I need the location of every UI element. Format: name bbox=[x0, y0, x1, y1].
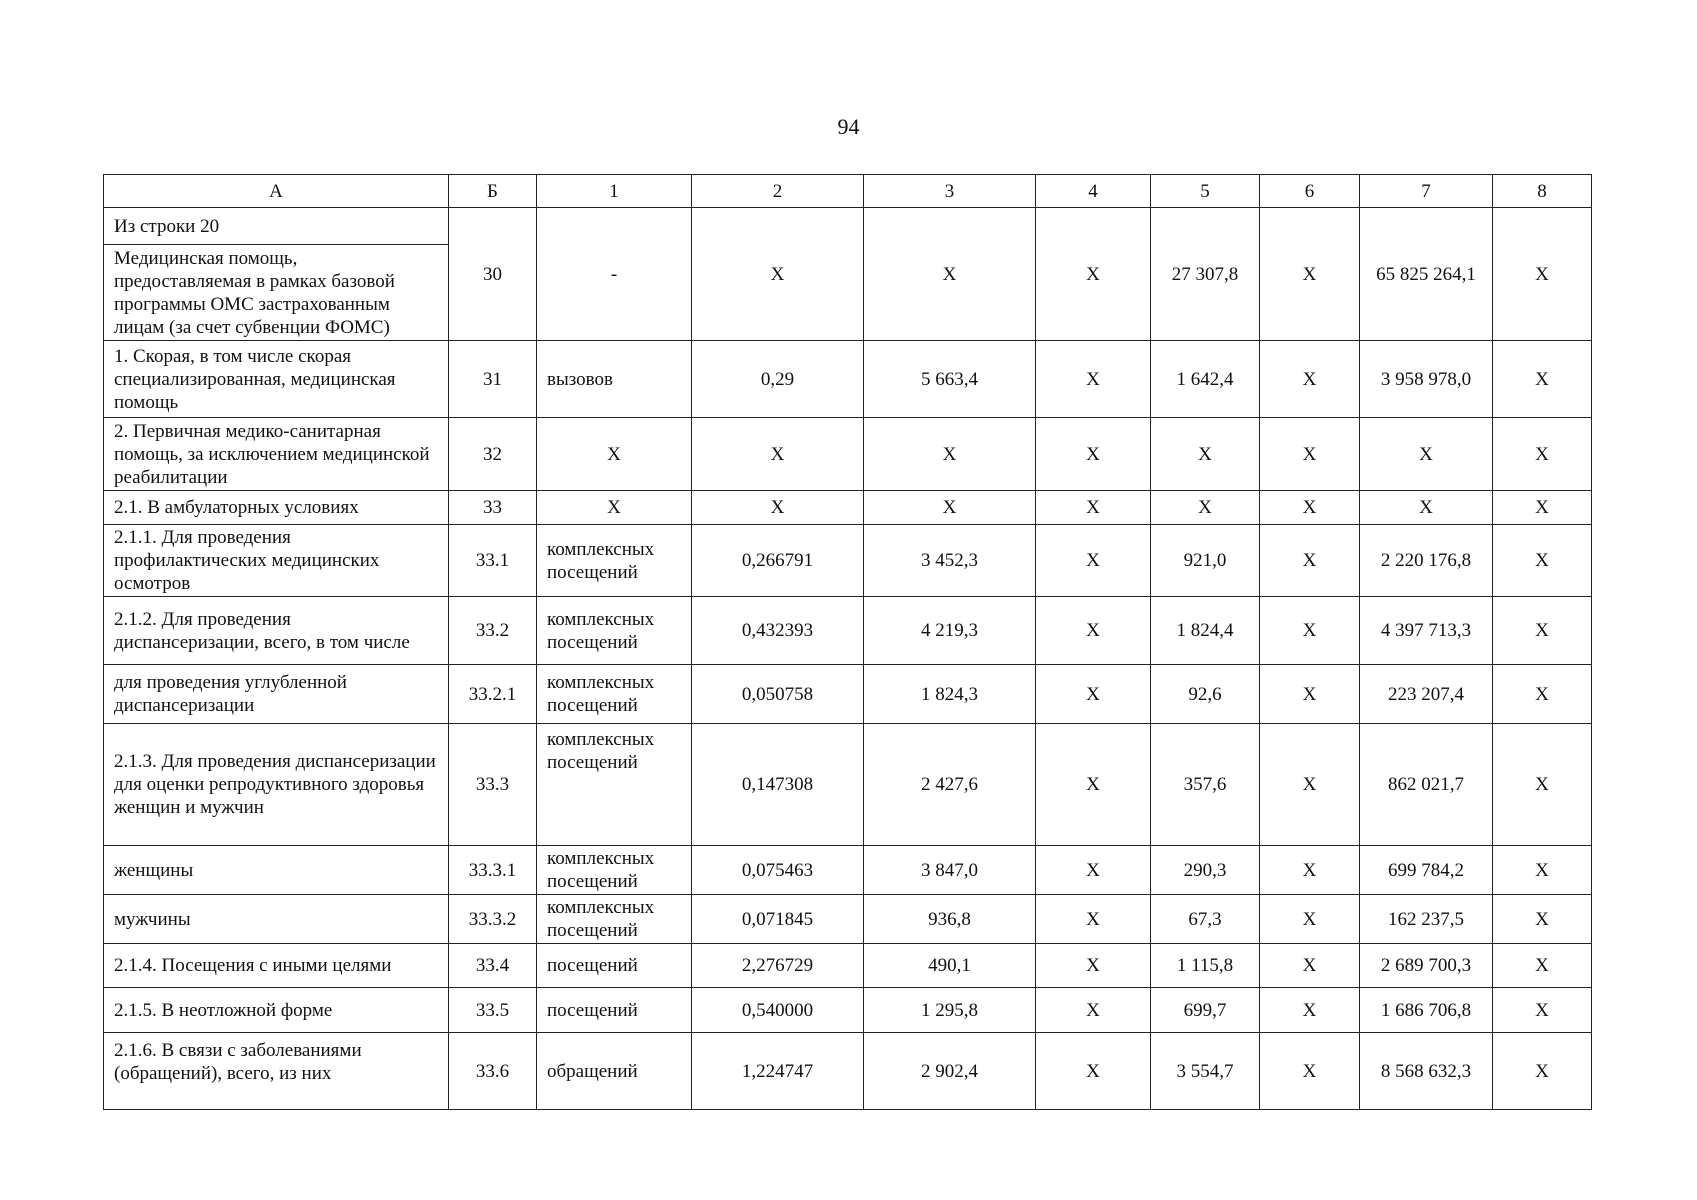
row-col-7: Х bbox=[1360, 418, 1493, 491]
row-col-7: 3 958 978,0 bbox=[1360, 341, 1493, 418]
row-col-4: Х bbox=[1036, 418, 1151, 491]
row-label: 2.1.5. В неотложной форме bbox=[104, 988, 449, 1033]
row-col-6: Х bbox=[1260, 491, 1360, 525]
row-col-7: 4 397 713,3 bbox=[1360, 597, 1493, 665]
row-col-2: Х bbox=[692, 418, 864, 491]
row-label: 2.1.4. Посещения с иными целями bbox=[104, 944, 449, 988]
row-col-8: Х bbox=[1493, 208, 1592, 341]
row-col-4: Х bbox=[1036, 895, 1151, 944]
row-unit: Х bbox=[537, 491, 692, 525]
group-row bbox=[104, 208, 1592, 245]
header-col-4: 4 bbox=[1036, 175, 1151, 208]
row-label: 2.1.3. Для проведения диспансеризации для оценки репродуктивного здоровья женщин и мужчин bbox=[104, 724, 449, 846]
row-col-5: 699,7 bbox=[1151, 988, 1260, 1033]
row-col-7: 162 237,5 bbox=[1360, 895, 1493, 944]
row-col-3: Х bbox=[864, 208, 1036, 341]
table-row bbox=[104, 988, 1592, 1033]
row-col-6: Х bbox=[1260, 665, 1360, 724]
row-unit: комплексных посещений bbox=[537, 665, 692, 724]
row-label: 1. Скорая, в том числе скорая специализированная, медицинская помощь bbox=[104, 341, 449, 418]
row-col-8: Х bbox=[1493, 846, 1592, 895]
row-code: 33.2 bbox=[449, 597, 537, 665]
row-col-4: Х bbox=[1036, 341, 1151, 418]
table-row bbox=[104, 525, 1592, 597]
table-row bbox=[104, 491, 1592, 525]
row-unit: - bbox=[537, 208, 692, 341]
row-col-2: Х bbox=[692, 208, 864, 341]
row-label: женщины bbox=[104, 846, 449, 895]
header-col-5: 5 bbox=[1151, 175, 1260, 208]
row-col-6: Х bbox=[1260, 525, 1360, 597]
row-col-5: Х bbox=[1151, 418, 1260, 491]
header-col-2: 2 bbox=[692, 175, 864, 208]
row-col-2: 0,432393 bbox=[692, 597, 864, 665]
row-label: Медицинская помощь, предоставляемая в рамках базовой программы ОМС застрахованным лицам (за счет субвенции ФОМС) bbox=[104, 245, 449, 341]
row-unit: посещений bbox=[537, 944, 692, 988]
row-label: мужчины bbox=[104, 895, 449, 944]
row-col-5: 27 307,8 bbox=[1151, 208, 1260, 341]
row-col-6: Х bbox=[1260, 208, 1360, 341]
row-code: 33.3 bbox=[449, 724, 537, 846]
row-code: 30 bbox=[449, 208, 537, 341]
row-col-7: 223 207,4 bbox=[1360, 665, 1493, 724]
row-unit: комплексных посещений bbox=[537, 597, 692, 665]
row-col-8: Х bbox=[1493, 525, 1592, 597]
table-row bbox=[104, 1033, 1592, 1110]
row-col-6: Х bbox=[1260, 988, 1360, 1033]
row-col-3: 3 452,3 bbox=[864, 525, 1036, 597]
row-col-3: 936,8 bbox=[864, 895, 1036, 944]
row-col-4: Х bbox=[1036, 491, 1151, 525]
row-col-7: 1 686 706,8 bbox=[1360, 988, 1493, 1033]
row-col-5: 921,0 bbox=[1151, 525, 1260, 597]
row-col-7: 699 784,2 bbox=[1360, 846, 1493, 895]
row-col-3: 5 663,4 bbox=[864, 341, 1036, 418]
row-col-8: Х bbox=[1493, 988, 1592, 1033]
row-col-6: Х bbox=[1260, 341, 1360, 418]
row-label: 2.1.1. Для проведения профилактических медицинских осмотров bbox=[104, 525, 449, 597]
row-col-4: Х bbox=[1036, 988, 1151, 1033]
row-code: 33.4 bbox=[449, 944, 537, 988]
row-col-5: 290,3 bbox=[1151, 846, 1260, 895]
row-col-8: Х bbox=[1493, 491, 1592, 525]
row-unit: комплексных посещений bbox=[537, 846, 692, 895]
header-col-a: А bbox=[104, 175, 449, 208]
row-col-2: 2,276729 bbox=[692, 944, 864, 988]
table-row bbox=[104, 418, 1592, 491]
row-col-2: 0,147308 bbox=[692, 724, 864, 846]
row-col-2: 1,224747 bbox=[692, 1033, 864, 1110]
row-col-8: Х bbox=[1493, 724, 1592, 846]
row-col-4: Х bbox=[1036, 597, 1151, 665]
row-col-8: Х bbox=[1493, 944, 1592, 988]
row-col-4: Х bbox=[1036, 846, 1151, 895]
row-col-2: 0,075463 bbox=[692, 846, 864, 895]
row-col-7: 2 689 700,3 bbox=[1360, 944, 1493, 988]
row-col-5: 357,6 bbox=[1151, 724, 1260, 846]
row-col-7: Х bbox=[1360, 491, 1493, 525]
group-label: Из строки 20 bbox=[104, 208, 449, 245]
row-col-4: Х bbox=[1036, 944, 1151, 988]
row-col-7: 65 825 264,1 bbox=[1360, 208, 1493, 341]
row-code: 33.2.1 bbox=[449, 665, 537, 724]
row-col-6: Х bbox=[1260, 846, 1360, 895]
row-col-5: 1 642,4 bbox=[1151, 341, 1260, 418]
table-row bbox=[104, 944, 1592, 988]
row-col-6: Х bbox=[1260, 724, 1360, 846]
row-unit: комплексных посещений bbox=[537, 895, 692, 944]
row-col-6: Х bbox=[1260, 895, 1360, 944]
row-col-3: 2 902,4 bbox=[864, 1033, 1036, 1110]
header-col-1: 1 bbox=[537, 175, 692, 208]
row-label: для проведения углубленной диспансеризации bbox=[104, 665, 449, 724]
row-col-8: Х bbox=[1493, 597, 1592, 665]
row-col-6: Х bbox=[1260, 1033, 1360, 1110]
row-col-5: 92,6 bbox=[1151, 665, 1260, 724]
row-code: 33.3.1 bbox=[449, 846, 537, 895]
row-label: 2.1. В амбулаторных условиях bbox=[104, 491, 449, 525]
row-unit: вызовов bbox=[537, 341, 692, 418]
row-col-3: 490,1 bbox=[864, 944, 1036, 988]
row-unit: комплексных посещений bbox=[537, 525, 692, 597]
row-col-3: 1 295,8 bbox=[864, 988, 1036, 1033]
row-col-8: Х bbox=[1493, 341, 1592, 418]
header-row bbox=[104, 175, 1592, 208]
row-col-5: 67,3 bbox=[1151, 895, 1260, 944]
row-code: 31 bbox=[449, 341, 537, 418]
row-col-2: 0,071845 bbox=[692, 895, 864, 944]
row-col-3: Х bbox=[864, 418, 1036, 491]
row-unit: Х bbox=[537, 418, 692, 491]
row-unit: комплексных посещений bbox=[537, 724, 692, 846]
row-label: 2.1.2. Для проведения диспансеризации, всего, в том числе bbox=[104, 597, 449, 665]
row-col-3: Х bbox=[864, 491, 1036, 525]
row-col-2: Х bbox=[692, 491, 864, 525]
row-col-2: 0,29 bbox=[692, 341, 864, 418]
row-col-8: Х bbox=[1493, 1033, 1592, 1110]
row-col-5: 1 824,4 bbox=[1151, 597, 1260, 665]
row-col-2: 0,540000 bbox=[692, 988, 864, 1033]
row-col-3: 1 824,3 bbox=[864, 665, 1036, 724]
row-code: 33.6 bbox=[449, 1033, 537, 1110]
row-col-6: Х bbox=[1260, 418, 1360, 491]
row-col-4: Х bbox=[1036, 724, 1151, 846]
row-col-3: 2 427,6 bbox=[864, 724, 1036, 846]
row-col-2: 0,266791 bbox=[692, 525, 864, 597]
row-col-4: Х bbox=[1036, 525, 1151, 597]
row-code: 33.1 bbox=[449, 525, 537, 597]
row-label: 2.1.6. В связи с заболеваниями (обращений), всего, из них bbox=[104, 1033, 449, 1110]
row-col-6: Х bbox=[1260, 597, 1360, 665]
row-code: 33.5 bbox=[449, 988, 537, 1033]
row-col-8: Х bbox=[1493, 418, 1592, 491]
row-code: 33 bbox=[449, 491, 537, 525]
row-col-3: 3 847,0 bbox=[864, 846, 1036, 895]
table-row bbox=[104, 597, 1592, 665]
table-row bbox=[104, 341, 1592, 418]
row-col-8: Х bbox=[1493, 665, 1592, 724]
table-row bbox=[104, 846, 1592, 895]
row-unit: обращений bbox=[537, 1033, 692, 1110]
header-col-3: 3 bbox=[864, 175, 1036, 208]
row-code: 33.3.2 bbox=[449, 895, 537, 944]
header-col-7: 7 bbox=[1360, 175, 1493, 208]
row-col-3: 4 219,3 bbox=[864, 597, 1036, 665]
row-label: 2. Первичная медико-санитарная помощь, за исключением медицинской реабилитации bbox=[104, 418, 449, 491]
header-col-8: 8 bbox=[1493, 175, 1592, 208]
header-col-6: 6 bbox=[1260, 175, 1360, 208]
row-col-7: 8 568 632,3 bbox=[1360, 1033, 1493, 1110]
row-col-5: 3 554,7 bbox=[1151, 1033, 1260, 1110]
row-code: 32 bbox=[449, 418, 537, 491]
row-col-2: 0,050758 bbox=[692, 665, 864, 724]
row-unit: посещений bbox=[537, 988, 692, 1033]
table-row bbox=[104, 724, 1592, 846]
row-col-7: 862 021,7 bbox=[1360, 724, 1493, 846]
row-col-4: Х bbox=[1036, 665, 1151, 724]
row-col-6: Х bbox=[1260, 944, 1360, 988]
table-row bbox=[104, 665, 1592, 724]
row-col-4: Х bbox=[1036, 208, 1151, 341]
row-col-5: Х bbox=[1151, 491, 1260, 525]
row-col-5: 1 115,8 bbox=[1151, 944, 1260, 988]
row-col-7: 2 220 176,8 bbox=[1360, 525, 1493, 597]
header-col-b: Б bbox=[449, 175, 537, 208]
row-col-8: Х bbox=[1493, 895, 1592, 944]
row-col-4: Х bbox=[1036, 1033, 1151, 1110]
page-number: 94 bbox=[837, 114, 860, 139]
data-table bbox=[103, 174, 1592, 1110]
table-row bbox=[104, 895, 1592, 944]
